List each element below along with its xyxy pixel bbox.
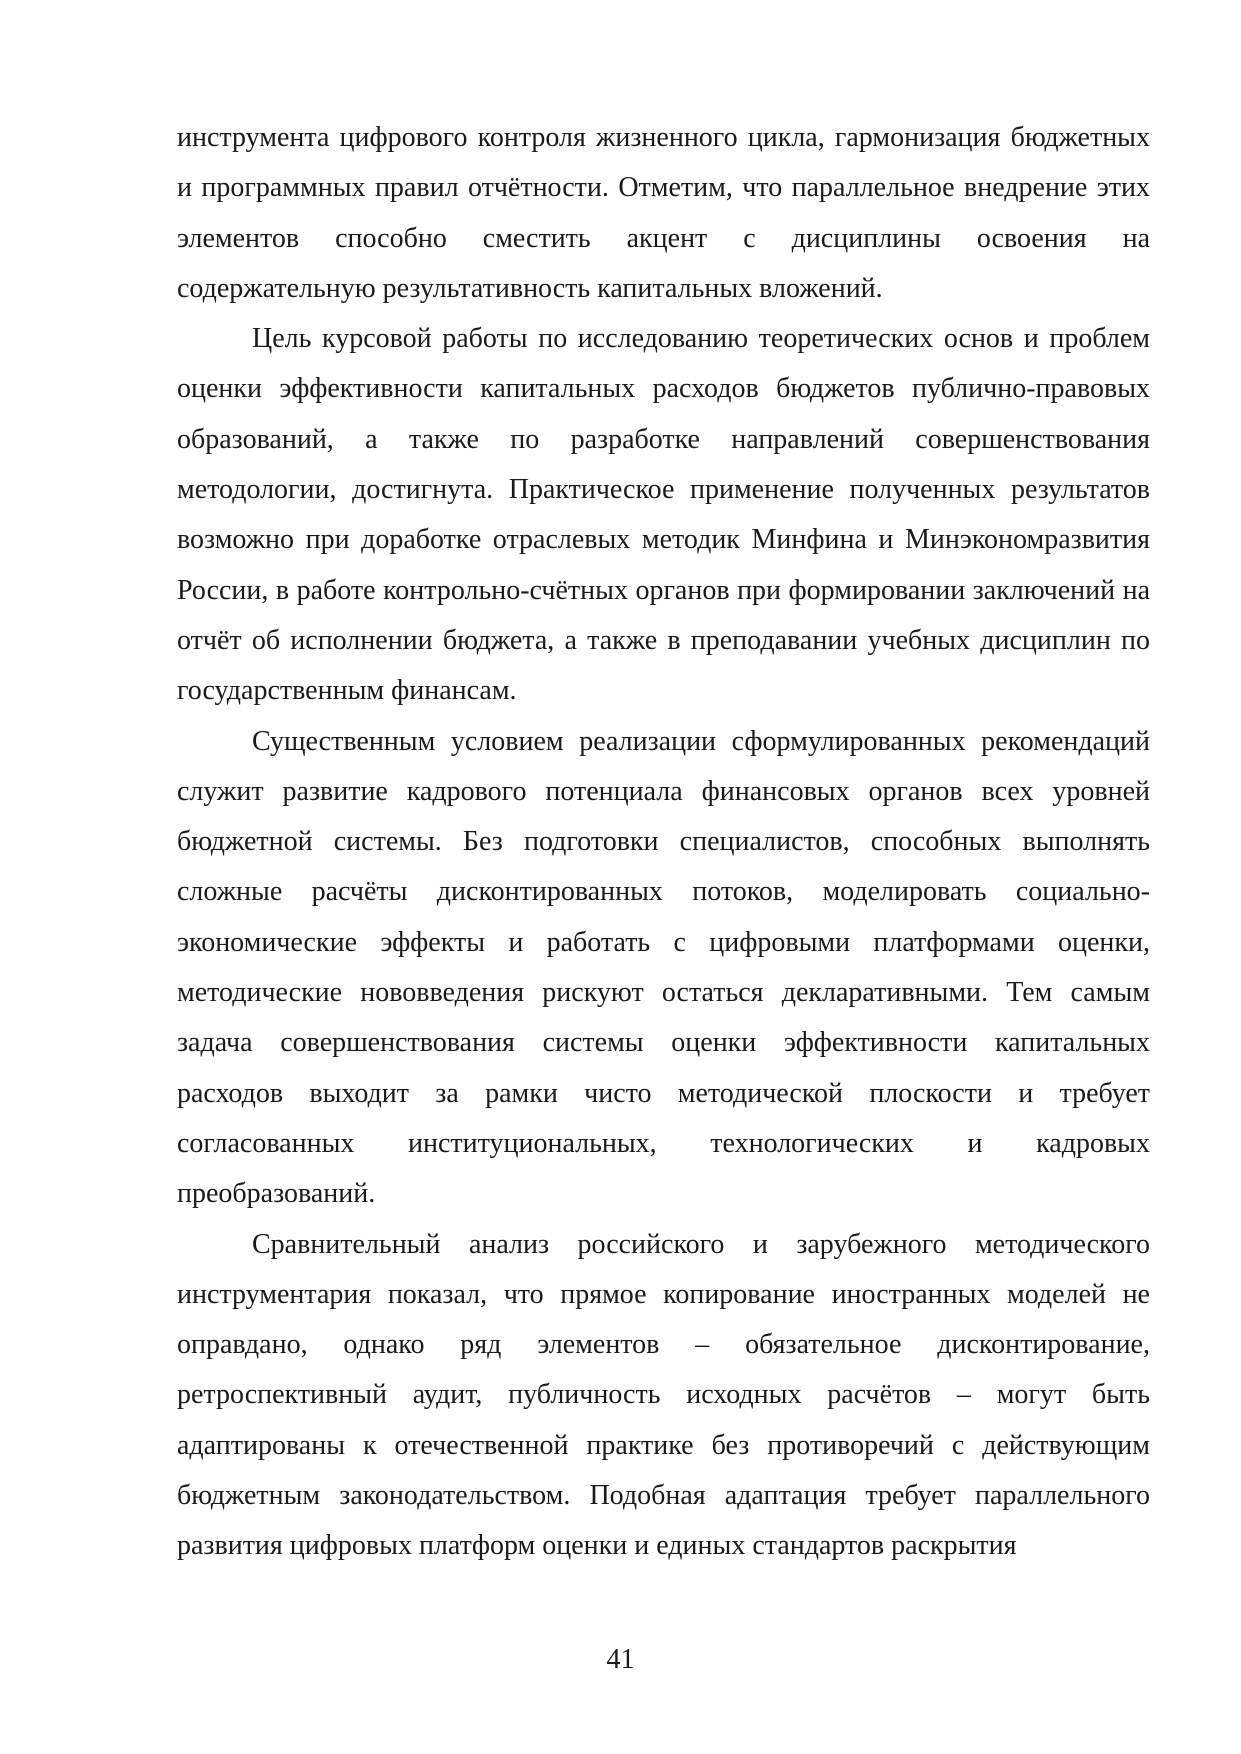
- paragraph-3: Существенным условием реализации сформулированных рекомендаций служит развитие кадрового потенциала финансовых органов всех уровней бюджетной системы. Без подготовки специалистов, способных выполнять сложные расчёты дисконтированных потоков, моделировать социально-экономические эффекты и работать с цифровыми платформами оценки, методические нововведения рискуют остаться декларативными. Тем самым задача совершенствования системы оценки эффективности капитальных расходов выходит за рамки чисто методической плоскости и требует согласованных институциональных, технологических и кадровых преобразований.: [177, 725, 1150, 1210]
- page-number: 41: [606, 1644, 635, 1675]
- body-text: [177, 113, 1150, 1572]
- paragraph-1: инструмента цифрового контроля жизненного цикла, гармонизация бюджетных и программных правил отчётности. Отметим, что параллельное внедрение этих элементов способно сместить акцент с дисциплины освоения на содержательную результативность капитальных вложений.: [177, 122, 1150, 304]
- paragraph-4: Сравнительный анализ российского и зарубежного методического инструментария показал, что прямое копирование иностранных моделей не оправдано, однако ряд элементов – обязательное дисконтирование, ретроспективный аудит, публичность исходных расчётов – могут быть адаптированы к отечественной практике без противоречий с действующим бюджетным законодательством. Подобная адаптация требует параллельного развития цифровых платформ оценки и единых стандартов раскрытия: [177, 1228, 1150, 1562]
- paragraph-2: Цель курсовой работы по исследованию теоретических основ и проблем оценки эффективности капитальных расходов бюджетов публично-правовых образований, а также по разработке направлений совершенствования методологии, достигнута. Практическое применение полученных результатов возможно при доработке отраслевых методик Минфина и Минэкономразвития России, в работе контрольно-счётных органов при формировании заключений на отчёт об исполнении бюджета, а также в преподавании учебных дисциплин по государственным финансам.: [177, 323, 1150, 707]
